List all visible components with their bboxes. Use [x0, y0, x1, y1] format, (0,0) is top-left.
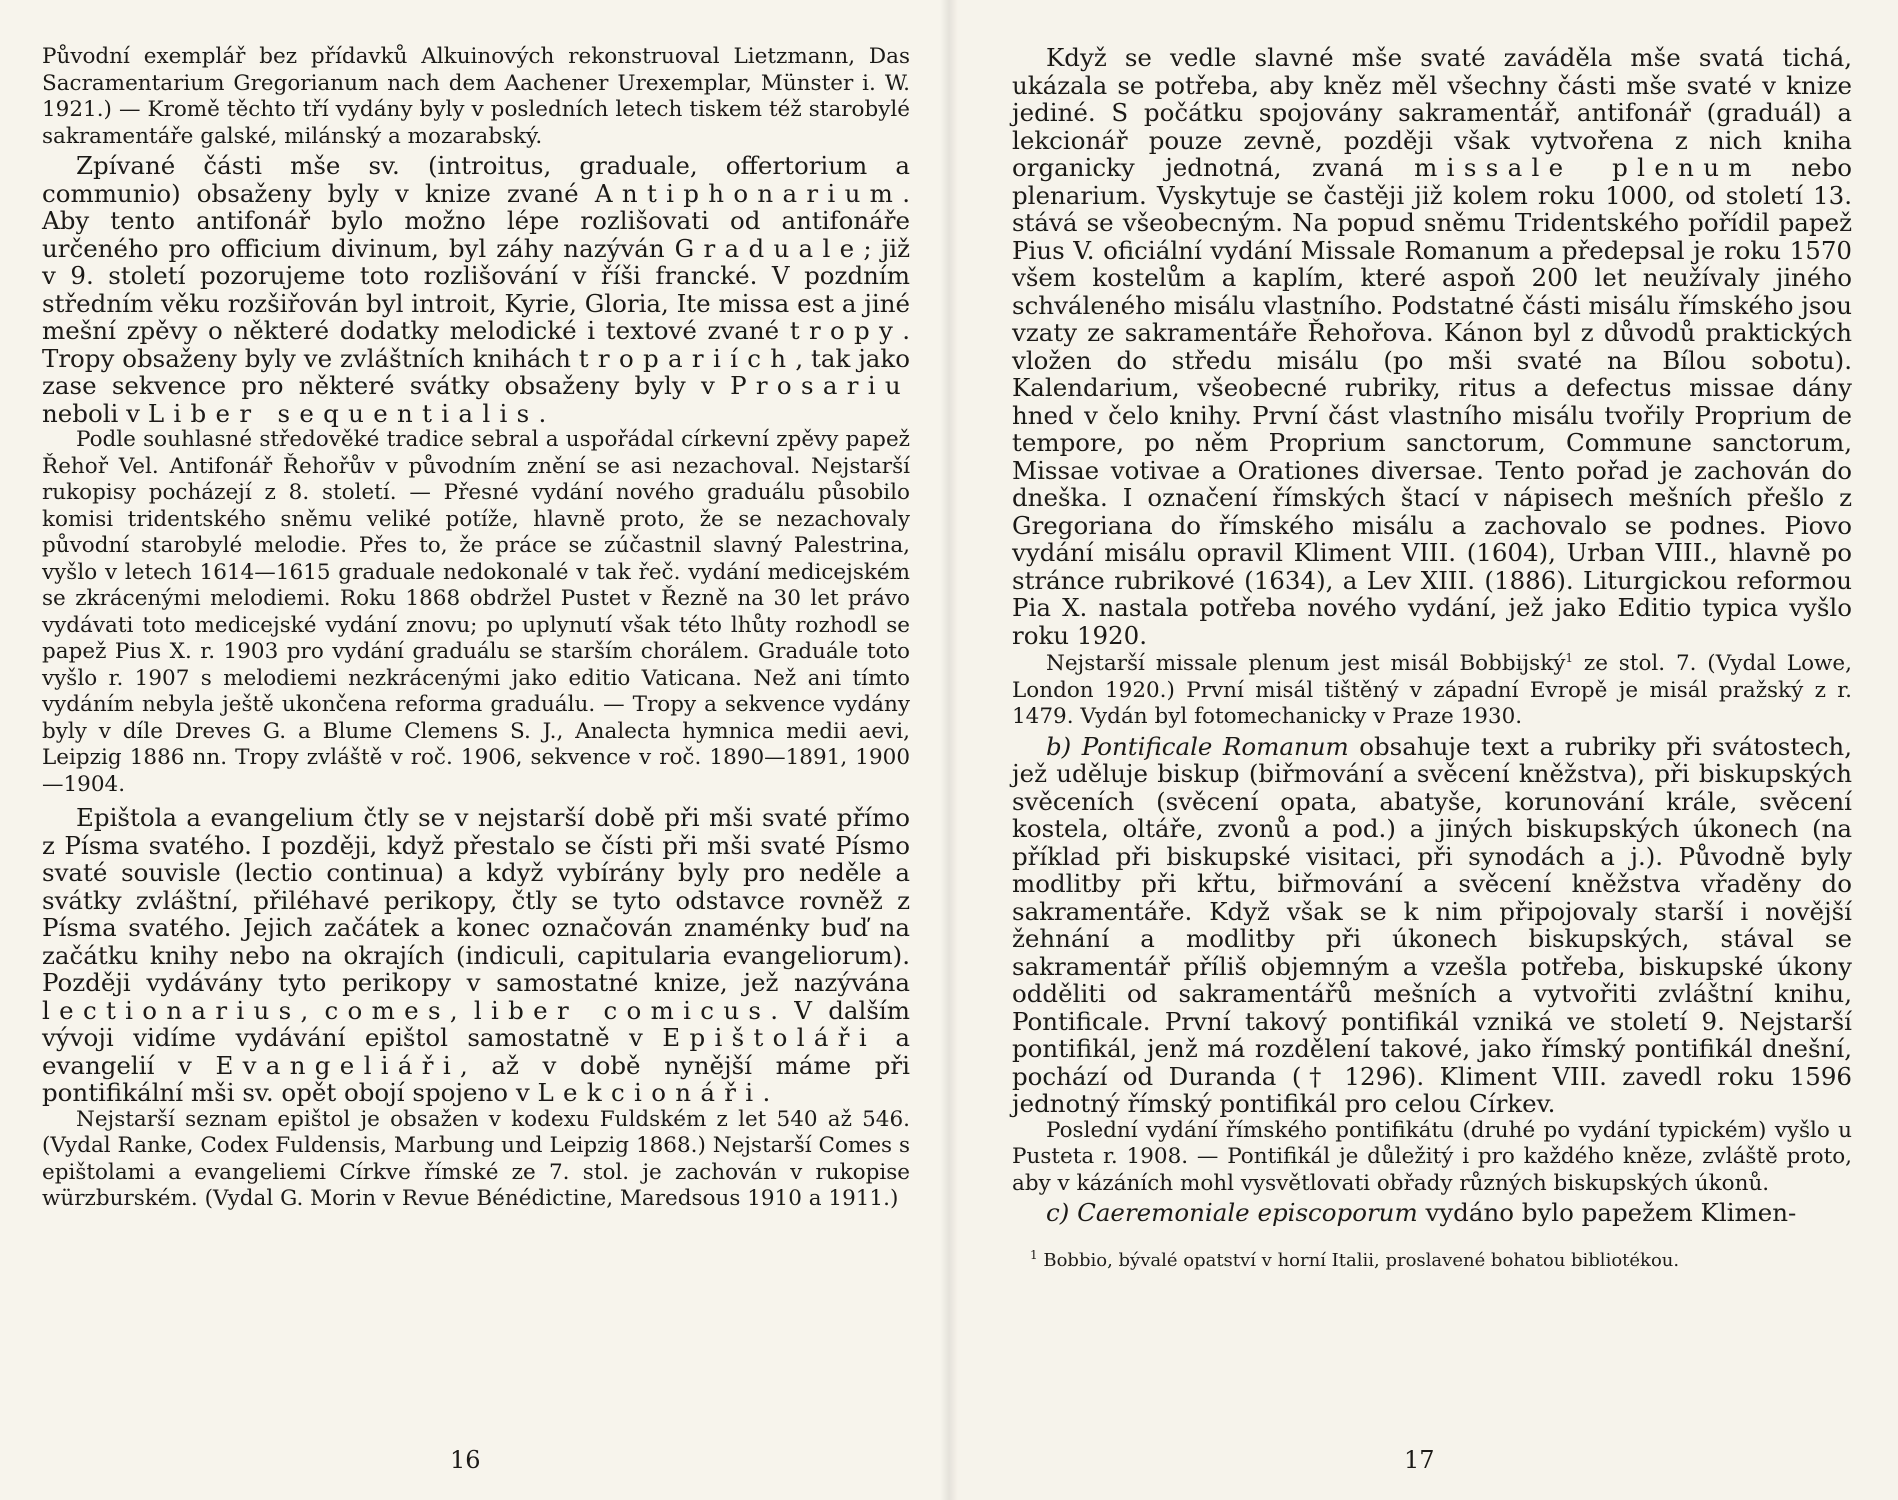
right-page — [949, 0, 1898, 1500]
pontificale-label: b) Pontificale Romanum — [1046, 731, 1349, 761]
footnote: $^1$ Bobbio, bývalé opatství v horní Italii, proslavené bohatou bibliotékou. — [1030, 1247, 1680, 1271]
left-text-column — [42, 44, 910, 1213]
gradual-history-paragraph: Podle souhlasné středověké tradice sebral a uspořádal církevní zpěvy papež Řehoř Vel. Antifonář Řehořův v původním znění se asi nezachoval. Nejstarší rukopisy pocházejí z 8. století. — Přesné vydání nového graduálu působilo komisi tridentského sněmu veliké potíže, hlavně proto, že se nezachovaly původní starobylé melodie. Přes to, že práce se zúčastnil slavný Palestrina, vyšlo v letech 1614—1615 graduale nedokonalé v tak řeč. vydání medicejském se zkrácenými melodiemi. Roku 1868 obdržel Pustet v Řezně na 30 let právo vydávati toto medicejské vydání znovu; po uplynutí však této lhůty rozhodl se papež Pius X. r. 1903 pro vydání graduálu se starším chorálem. Graduále toto vyšlo r. 1907 s melodiemi nezkrácenými jako editio Vaticana. Než ani tímto vydáním nebyla ještě ukončena reforma graduálu. — Tropy a sekvence vydány byly v díle Dreves G. a Blume Clemens S. J., Analecta hymnica medii aevi, Leipzig 1886 nn. Tropy zvláště v roč. 1906, sekvence v roč. 1890—1891, 1900—1904. — [42, 427, 910, 797]
intro-paragraph: Původní exemplář bez přídavků Alkuinových rekonstruoval Lietzmann, Das Sacramentarium Gregorianum nach dem Aachener Urexemplar, Münster i. W. 1921.) — Kromě těchto tří vydány byly v posledních letech tiskem též starobylé sakramentáře galské, milánský a mozarabský. — [42, 44, 910, 149]
page-number-left: 16 — [450, 1446, 481, 1474]
book-gutter — [940, 0, 958, 1500]
epistola-paragraph: Epištola a evangelium čtly se v nejstarší době při mši svaté přímo z Písma svatého. I později, když přestalo se čísti při mši svaté Písmo svaté souvisle (lectio continua) a když vybírány byly pro neděle a svátky zvláštní, přiléhavé perikopy, čtly se tyto odstavce rovněž z Písma svatého. Jejich začátek a konec označován znaménky buď na začátku knihy nebo na okrajích (indiculi, capitularia evangeliorum). Později vydávány tyto perikopy v samostatné knize, jež nazývána lectionarius, comes, liber comicus. V dalším vývoji vidíme vydávání epištol samostatně v Epištoláři a evangelií v Evangeliáři, až v době nynější máme při pontifikální mši sv. opět obojí spojeno v Lekcionáři. — [42, 803, 910, 1107]
page-number-right: 17 — [1404, 1446, 1435, 1474]
missale-paragraph: Když se vedle slavné mše svaté zaváděla mše svatá tichá, ukázala se potřeba, aby kněz měl všechny části mše svaté v knize jediné. S počátku spojovány sakramentář, antifonář (graduál) a lekcionář pouze zevně, později však vytvořena z nich kniha organicky jednotná, zvaná missale plenum nebo plenarium. Vyskytuje se častěji již kolem roku 1000, od století 13. stává se všeobecným. Na popud sněmu Tridentského pořídil papež Pius V. oficiální vydání Missale Romanum a předepsal je roku 1570 všem kostelům a kaplím, které aspoň 200 let neužívaly jiného schváleného misálu vlastního. Podstatné části misálu římského jsou vzaty ze sakramentáře Řehořova. Kánon byl z důvodů praktických vložen do středu misálu (po mši svaté na Bílou sobotu). Kalendarium, všeobecné rubriky, ritus a defectus missae dány hned v čelo knihy. První část vlastního misálu tvořily Proprium de tempore, po něm Proprium sanctorum, Commune sanctorum, Missae votivae a Orationes diversae. Tento pořad je zachován do dneška. I označení římských štací v nápisech mešních přešlo z Gregoriana do římského misálu a zachovalo se podnes. Piovo vydání misálu opravil Kliment VIII. (1604), Urban VIII., hlavně po stránce rubrikové (1634), a Lev XIII. (1886). Liturgickou reformou Pia X. nastala potřeba nového vydání, jež jako Editio typica vyšlo roku 1920. — [1012, 43, 1852, 650]
pontifikat-edition-paragraph: Poslední vydání římského pontifikátu (druhé po vydání typickém) vyšlo u Pusteta r. 1908. — Pontifikál je důležitý i pro každého kněze, zvláště proto, aby v kázáních mohl vysvětlovati obřady různých biskupských úkonů. — [1012, 1117, 1852, 1196]
caeremoniale-label: c) Caeremoniale episcoporum — [1046, 1198, 1418, 1227]
epistol-list-paragraph: Nejstarší seznam epištol je obsažen v kodexu Fuldském z let 540 až 546. (Vydal Ranke, Codex Fuldensis, Marbung und Leipzig 1868.) Nejstarší Comes s epištolami a evangeliemi Církve římské ze 7. stol. je zachován v rukopise würzburském. (Vydal G. Morin v Revue Bénédictine, Maredsous 1910 a 1911.) — [42, 1106, 910, 1211]
antiphonarium-paragraph: Zpívané části mše sv. (introitus, graduale, offertorium a communio) obsaženy byly v knize zvané Antiphonarium. Aby tento antifonář bylo možno lépe rozlišovati od antifonáře určeného pro officium divinum, byl záhy nazýván Graduale; již v 9. století pozorujeme toto rozlišování v říši francké. V pozdním středním věku rozšiřován byl introit, Kyrie, Gloria, Ite missa est a jiné mešní zpěvy o některé dodatky melodické i textové zvané tropy. Tropy obsaženy byly ve zvláštních knihách tropariích, tak jako zase sekvence pro některé svátky obsaženy byly v Prosariu neboli v Liber sequentialis. — [42, 151, 910, 428]
bobbio-paragraph: Nejstarší missale plenum jest misál Bobbijský$^1$ ze stol. 7. (Vydal Lowe, London 1920.) První misál tištěný v západní Evropě je misál pražský z r. 1479. Vydán byl fotomechanicky v Praze 1930. — [1012, 650, 1852, 729]
pontificale-paragraph: b) Pontificale Romanum obsahuje text a rubriky při svátostech, jež uděluje biskup (biřmování a svěcení kněžstva), při biskupských svěceních (svěcení opata, abatyše, korunování krále, svěcení kostela, oltáře, zvonů a pod.) a jiných biskupských úkonech (na příklad při biskupské visitaci, při synodách a j.). Původně byly modlitby při křtu, biřmování a svěcení kněžstva vřaděny do sakramentáře. Když však se k nim připojovaly starší i novější žehnání a modlitby při úkonech biskupských, stával se sakramentář příliš objemným a vzešla potřeba, biskupské úkony odděliti od sakramentářů mešních a vytvořiti zvláštní knihu, Pontificale. První takový pontifikál vzniká ve století 9. Nejstarší pontifikál, jenž má rozdělení takové, jako římský pontifikál dnešní, pochází od Duranda († 1296). Kliment VIII. zavedl roku 1596 jednotný římský pontifikál pro celou Církev. — [1012, 731, 1852, 1118]
footnote-marker: 1 — [1565, 650, 1574, 665]
right-text-column — [1012, 44, 1852, 1273]
caeremoniale-paragraph: c) Caeremoniale episcoporum vydáno bylo papežem Klimen- — [1046, 1198, 1797, 1227]
